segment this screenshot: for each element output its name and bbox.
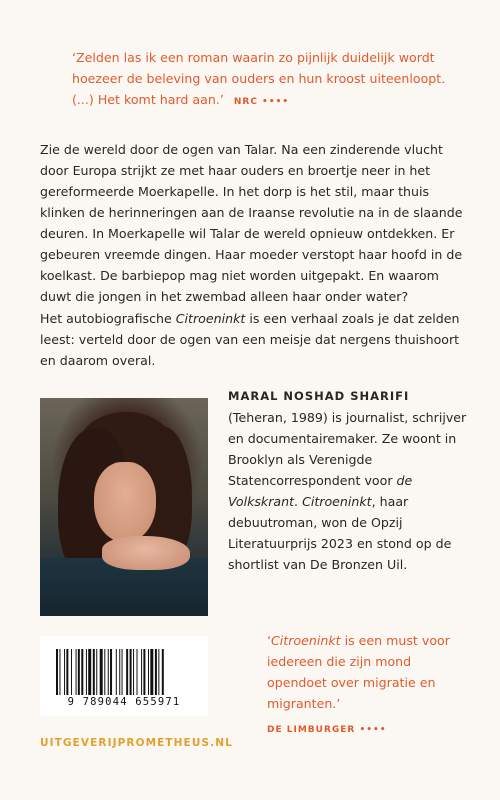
review-source-nrc: NRC •••• (233, 97, 290, 107)
bio-text-2: . (294, 494, 303, 509)
author-name: MARAL NOSHAD SHARIFI (228, 389, 410, 403)
review-quote-text: ‘Zelden las ik een roman waarin zo pijnlijk duidelijk wordt hoezeer de beleving van ouders en hun kroost uiteenloopt. (...) Het komt hard aan.’ (72, 50, 446, 107)
bio-text-1: (Teheran, 1989) is journalist, schrijver en documentairemaker. Ze woont in Brooklyn als Verenigde Statencorrespondent voor (228, 410, 467, 488)
bio-book-title: Citroeninkt (302, 494, 372, 509)
blurb-paragraph-1: Zie de wereld door de ogen van Talar. Na een zinderende vlucht door Europa strijkt ze met haar ouders en broertje neer in het gereformeerde Moerkapelle. In het dorp is het stil, maar thuis klinken de herinneringen aan de Iraanse revolutie na in de slaande deuren. In Moerkapelle wil Talar de wereld opnieuw ontdekken. Er gebeuren vreemde dingen. Haar moeder verstopt haar hoofd in de koelkast. De barbiepop mag niet worden uitgepakt. En waarom duwt die jongen in het zwembad alleen haar onder water? (40, 142, 463, 304)
blurb-paragraph-2 (40, 308, 465, 371)
bio-newspaper: de Volkskrant (228, 473, 413, 509)
blurb-text-after: is een verhaal zoals je dat zelden leest: verteld door de ogen van een meisje dat nergens thuishoort en daarom overal. (40, 311, 460, 368)
review-quote-top (72, 47, 450, 113)
author-bio (228, 386, 468, 575)
barcode-bars (56, 649, 192, 695)
review-quote-bottom (267, 630, 457, 741)
bio-text-3: , haar debuutroman, won de Opzij Literatuurprijs 2023 en stond op de shortlist van De Bronzen Uil. (228, 494, 452, 572)
quote-book-title: Citroeninkt (271, 633, 341, 648)
author-photo (40, 398, 208, 616)
publisher-url[interactable]: UITGEVERIJPROMETHEUS.NL (40, 737, 233, 749)
quote-open-mark: ‘ (267, 633, 272, 648)
review-source-limburger: DE LIMBURGER •••• (267, 725, 387, 735)
isbn-number: 9 789044 655971 (67, 696, 181, 708)
blurb-text-before: Het autobiografische (40, 311, 176, 326)
quote-bottom-text: is een must voor iedereen die zijn mond opendoet over migratie en migranten.’ (267, 633, 450, 711)
barcode (40, 636, 208, 716)
book-title: Citroeninkt (175, 311, 246, 326)
